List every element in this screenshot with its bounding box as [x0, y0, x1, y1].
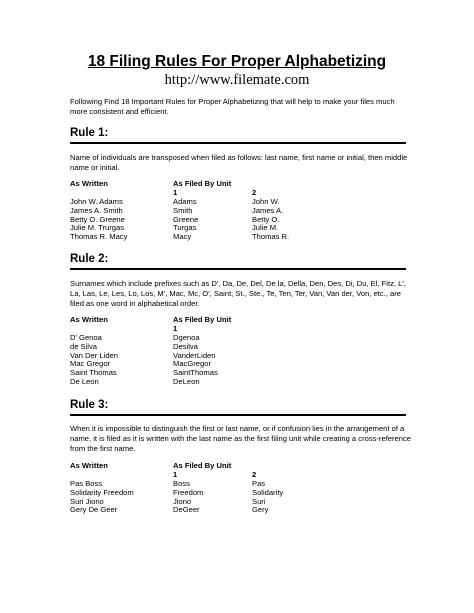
as-written-cell: Suri Jiono	[70, 496, 104, 506]
unit-1-cell: Dgenoa	[173, 332, 200, 342]
table-row	[70, 378, 410, 387]
unit-1-cell: MacGregor	[173, 359, 211, 369]
unit-2-cell: Suri	[252, 496, 266, 506]
unit-2-cell: Thomas R.	[252, 232, 290, 242]
as-written-cell: de Silva	[70, 341, 98, 351]
unit-1-cell: DeGeer	[173, 505, 200, 515]
col-as-written: As Written	[70, 179, 108, 188]
as-written-cell: James A. Smith	[70, 205, 123, 215]
unit-1-cell: Freedom	[173, 487, 204, 497]
unit-2-cell: Pas	[252, 478, 266, 488]
unit-2-label: 2	[252, 187, 257, 197]
unit-1-cell: DeLeon	[173, 377, 200, 387]
as-written-cell: D' Genoa	[70, 332, 102, 342]
unit-1-label: 1	[173, 323, 178, 333]
unit-2-cell: Betty O.	[252, 214, 280, 224]
unit-1-cell: Macy	[173, 232, 192, 242]
unit-1-cell: Desilva	[173, 341, 198, 351]
unit-1-label: 1	[173, 187, 178, 197]
unit-2-cell: Gery	[252, 505, 269, 515]
table-row	[70, 360, 410, 369]
unit-1-cell: Turgas	[173, 223, 197, 233]
as-written-cell: Gery De Geer	[70, 505, 118, 515]
as-written-cell: Betty O. Greene	[70, 214, 125, 224]
page-title: 18 Filing Rules For Proper Alphabetizing	[87, 53, 387, 70]
unit-numbers	[70, 325, 410, 334]
unit-1-cell: VanderLiden	[173, 350, 216, 360]
unit-2-cell: James A.	[252, 205, 284, 215]
col-as-filed: As Filed By Unit	[173, 315, 232, 324]
as-written-cell: Thomas R. Macy	[70, 232, 128, 242]
page-url[interactable]: http://www.filemate.com	[164, 72, 310, 88]
as-written-cell: Van Der Liden	[70, 350, 118, 360]
unit-2-label: 2	[252, 469, 257, 479]
col-as-written: As Written	[70, 315, 108, 324]
rule-2-heading: Rule 2:	[70, 253, 109, 265]
table-row	[70, 334, 410, 343]
as-written-cell: Mac Gregor	[70, 359, 111, 369]
table-row	[70, 498, 410, 507]
as-written-cell: Julie M. Trurgas	[70, 223, 125, 233]
as-written-cell: De Leon	[70, 377, 99, 387]
unit-1-label: 1	[173, 469, 178, 479]
rule-1-text: Name of individuals are transposed when filed as follows: last name, first name or initial, then middle name or initial.	[70, 153, 408, 172]
rule-2-divider	[70, 268, 406, 270]
table-row	[70, 506, 410, 515]
col-as-filed: As Filed By Unit	[173, 461, 232, 470]
table-row	[70, 233, 410, 242]
table-row	[70, 369, 410, 378]
unit-1-cell: Boss	[173, 478, 190, 488]
unit-1-cell: Adams	[173, 196, 197, 206]
table-header	[70, 180, 410, 189]
rule-3-text: When it is impossible to distinguish the first or last name, or if confusion lies in the arrangement of a name, it is filed as it is written with the last name as the first filing unit while creating a cross-reference from the first name.	[70, 424, 412, 453]
rule-3-divider	[70, 414, 406, 416]
unit-2-cell: Solidarity	[252, 487, 284, 497]
rule-1-heading: Rule 1:	[70, 127, 109, 139]
table-header	[70, 316, 410, 325]
rule-2-text: Surnames which include prefixes such as D', Da, De, Del, De la, Della, Den, Des, Di, Du, El, Fitz, L', La, Las, Le, Les, Lo, Los, M', Mac, Mc, O', Saint, St., Ste., Te, Ten, Ter, Van, Van der, Von, etc., are filed as one word in alphabetical order.	[70, 279, 406, 308]
as-written-cell: Solidarity Freedom	[70, 487, 134, 497]
unit-2-cell: John W.	[252, 196, 280, 206]
rule-1-table	[70, 180, 410, 242]
rule-2-table	[70, 316, 410, 387]
rule-3-heading: Rule 3:	[70, 399, 109, 411]
unit-1-cell: Smith	[173, 205, 193, 215]
col-as-filed: As Filed By Unit	[173, 179, 232, 188]
col-as-written: As Written	[70, 461, 108, 470]
as-written-cell: Pas Boss	[70, 478, 103, 488]
as-written-cell: John W. Adams	[70, 196, 123, 206]
rule-3-table	[70, 462, 410, 515]
unit-2-cell: Julie M.	[252, 223, 279, 233]
as-written-cell: Saint Thomas	[70, 368, 117, 378]
table-row	[70, 352, 410, 361]
unit-numbers	[70, 471, 410, 480]
unit-1-cell: Jiono	[173, 496, 192, 506]
table-header	[70, 462, 410, 471]
table-row	[70, 343, 410, 352]
table-row	[70, 489, 410, 498]
rule-1-divider	[70, 142, 406, 144]
unit-1-cell: SaintThomas	[173, 368, 218, 378]
intro-paragraph: Following Find 18 Important Rules for Proper Alphabetizing that will help to make your files much more consistent and efficient.	[70, 97, 395, 116]
unit-1-cell: Greene	[173, 214, 199, 224]
